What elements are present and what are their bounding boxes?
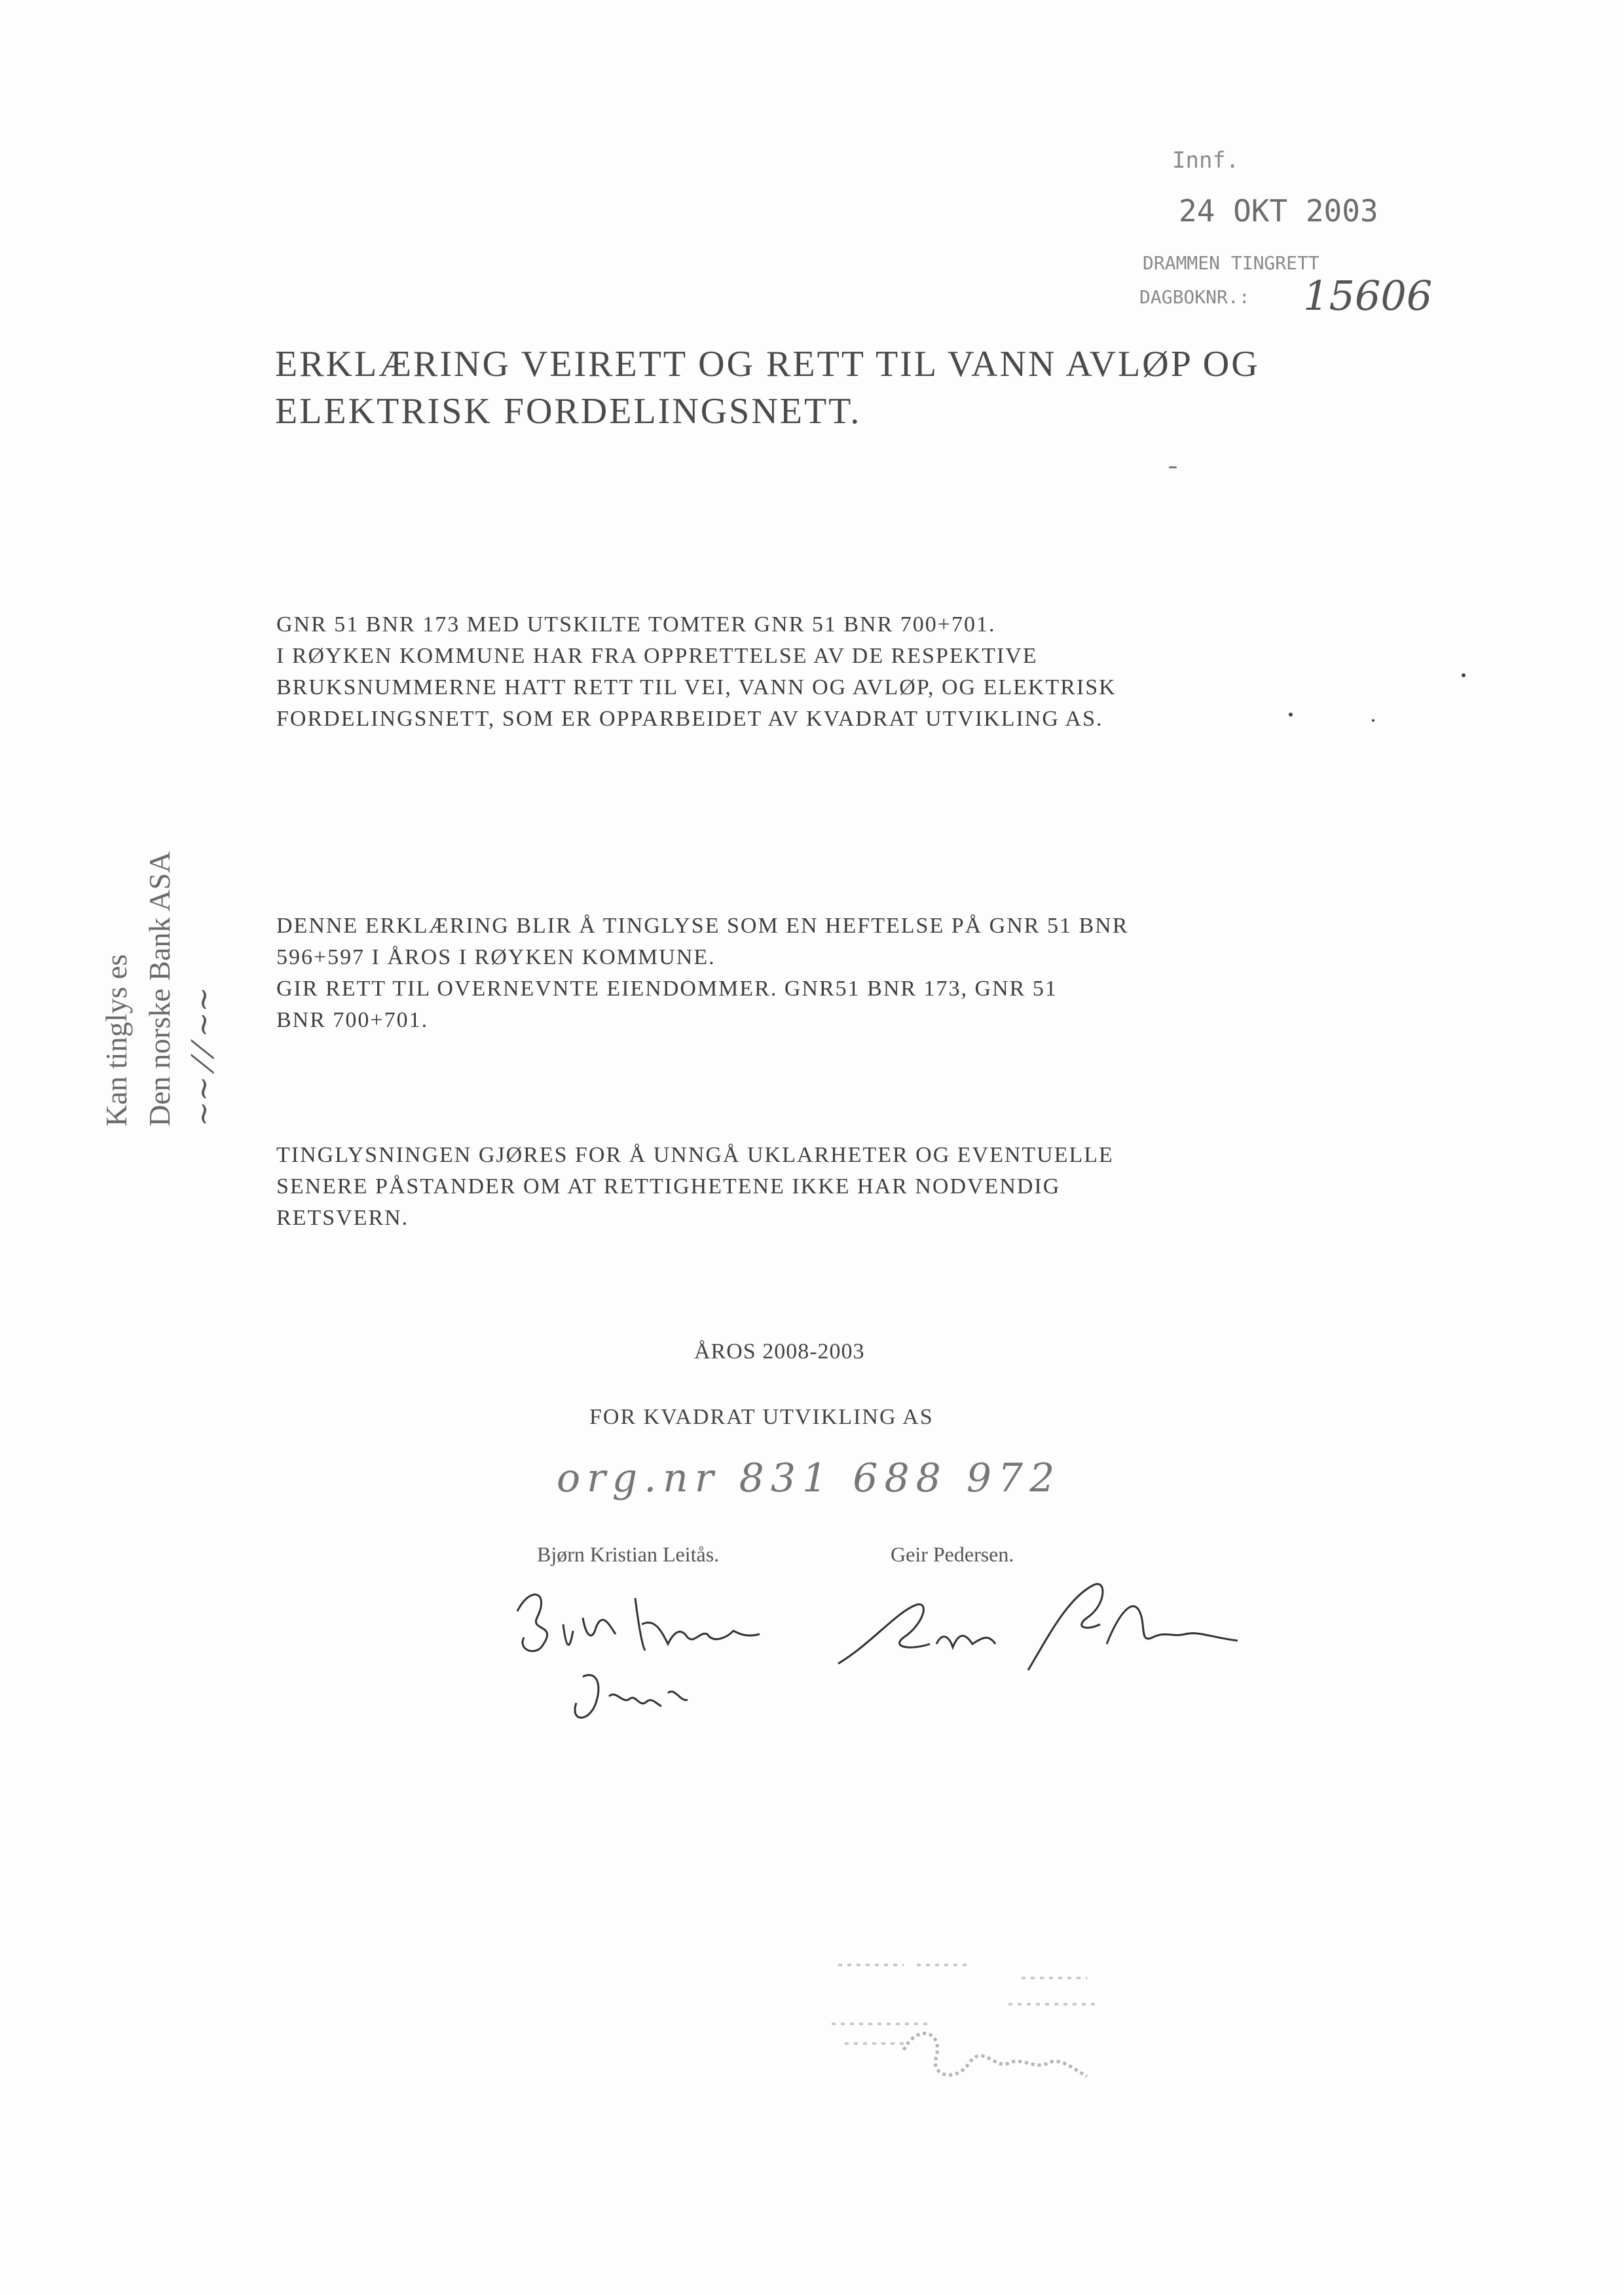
paragraph-line: 596+597 I ÅROS I RØYKEN KOMMUNE. bbox=[276, 945, 716, 969]
paragraph-line: BRUKSNUMMERNE HATT RETT TIL VEI, VANN OG AVLØP, OG ELEKTRISK bbox=[276, 675, 1116, 700]
paragraph-rights bbox=[276, 609, 1324, 735]
scan-speck bbox=[1372, 719, 1375, 722]
signature-2 bbox=[832, 1572, 1251, 1683]
org-number-handwritten: org.nr 831 688 972 bbox=[557, 1455, 1061, 1501]
company-line: FOR KVADRAT UTVIKLING AS bbox=[589, 1405, 934, 1429]
paragraph-registration bbox=[276, 910, 1324, 1036]
paragraph-line: GIR RETT TIL OVERNEVNTE EIENDOMMER. GNR51 BNR 173, GNR 51 bbox=[276, 977, 1058, 1001]
signature-1 bbox=[504, 1572, 792, 1749]
paragraph-line: RETSVERN. bbox=[276, 1206, 409, 1230]
scan-speck bbox=[1289, 713, 1293, 717]
margin-bank-stamp bbox=[95, 851, 225, 1127]
margin-stamp-line1: Kan tinglys es bbox=[100, 954, 133, 1127]
stamp-line1: Innf. bbox=[1172, 147, 1240, 174]
title-line-2: ELEKTRISK FORDELINGSNETT. bbox=[275, 391, 862, 432]
paragraph-line: GNR 51 BNR 173 MED UTSKILTE TOMTER GNR 51 BNR 700+701. bbox=[276, 612, 996, 637]
scan-speck bbox=[1169, 466, 1177, 468]
margin-stamp-line2: Den norske Bank ASA bbox=[143, 851, 176, 1127]
scan-speck bbox=[1462, 673, 1466, 677]
paragraph-line: SENERE PÅSTANDER OM AT RETTIGHETENE IKKE HAR NODVENDIG bbox=[276, 1174, 1061, 1199]
paragraph-line: DENNE ERKLÆRING BLIR Å TINGLYSE SOM EN HEFTELSE PÅ GNR 51 BNR bbox=[276, 914, 1129, 938]
faint-bottom-stamp bbox=[825, 1939, 1166, 2109]
stamp-journal-label: DAGBOKNR.: bbox=[1139, 286, 1250, 308]
document-title bbox=[275, 341, 1323, 435]
paragraph-line: FORDELINGSNETT, SOM ER OPPARBEIDET AV KVADRAT UTVIKLING AS. bbox=[276, 707, 1103, 731]
stamp-journal-number: 15606 bbox=[1303, 272, 1433, 320]
margin-stamp-signature: ~~ ⁄ ⁄ ~~ bbox=[185, 986, 221, 1127]
signer-name-1: Bjørn Kristian Leitås. bbox=[537, 1542, 720, 1566]
paragraph-line: BNR 700+701. bbox=[276, 1008, 429, 1032]
paragraph-line: I RØYKEN KOMMUNE HAR FRA OPPRETTELSE AV DE RESPEKTIVE bbox=[276, 644, 1038, 668]
title-line-1: ERKLÆRING VEIRETT OG RETT TIL VANN AVLØP OG bbox=[275, 344, 1260, 384]
signer-name-2: Geir Pedersen. bbox=[891, 1542, 1014, 1566]
stamp-office: DRAMMEN TINGRETT bbox=[1143, 252, 1320, 274]
receipt-stamp bbox=[1133, 141, 1434, 337]
paragraph-purpose bbox=[276, 1140, 1324, 1234]
paragraph-line: TINGLYSNINGEN GJØRES FOR Å UNNGÅ UKLARHETER OG EVENTUELLE bbox=[276, 1143, 1114, 1167]
stamp-date: 24 OKT 2003 bbox=[1179, 193, 1378, 229]
place-date: ÅROS 2008-2003 bbox=[694, 1339, 865, 1364]
